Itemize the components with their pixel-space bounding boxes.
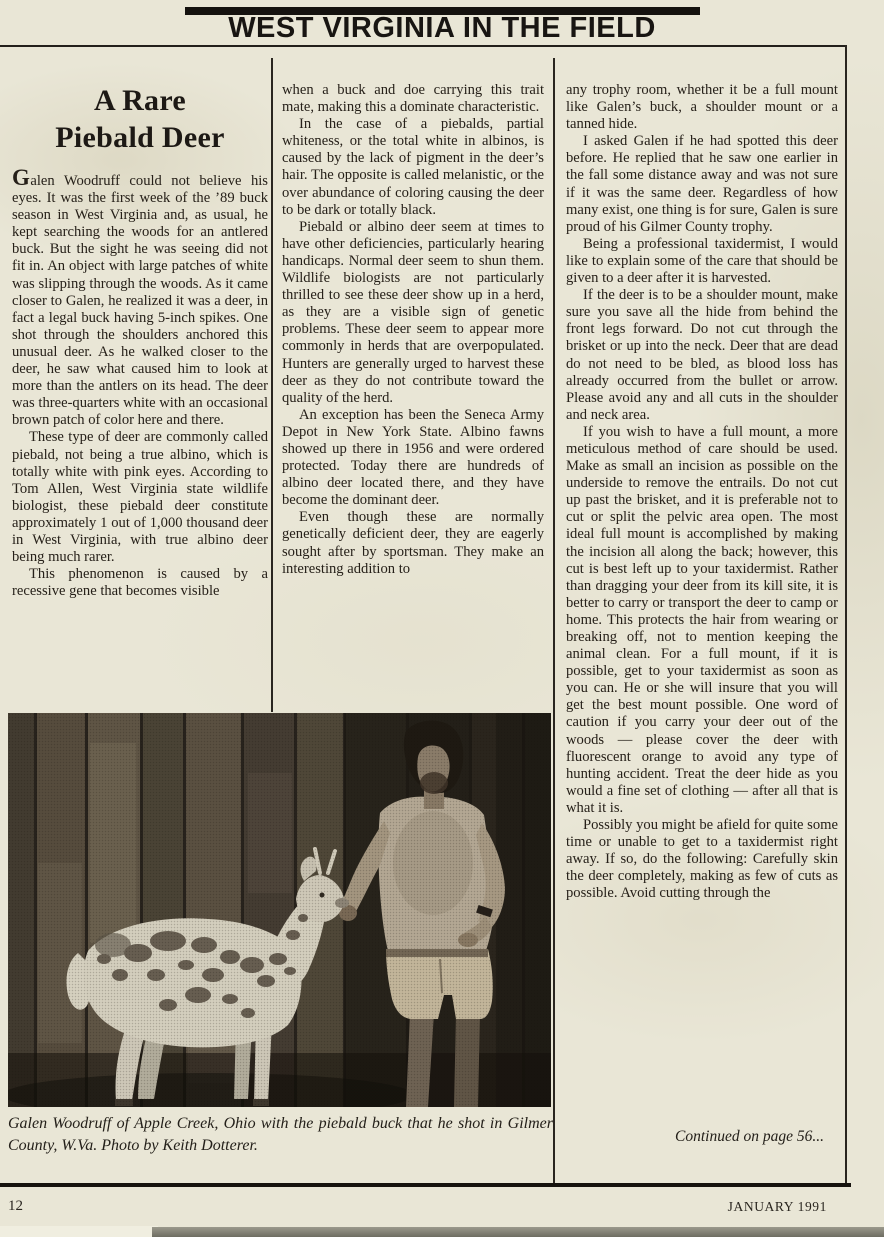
column-divider-1 (271, 58, 273, 712)
paragraph-text: alen Woodruff could not believe his eyes. It was the first week of the ’89 buck season in West Virginia and, as usual, he kept searching the woods for an antlered buck. But the sight he was seeing did not fit in. An object with large patches of white was slipping through the woods. As it came closer to Galen, he realized it was a deer, in fact a legal buck having 5-inch spikes. One shot through the shoulders anchored this unusual deer. As he walked closer to the deer, he saw what caused him to look at more than the antlers on its head. The deer was three-quarters white with an occasional brown patch of color here and there. (12, 173, 268, 429)
paragraph: I asked Galen if he had spotted this deer before. He replied that he saw one earlier in the fall some distance away and was not sure if it was the same deer. Regardless of how many exist, one thing is for sure, Galen is sure proud of his Gilmer County trophy. (566, 133, 838, 235)
scan-edge-dark (152, 1227, 884, 1237)
article-title-line2: Piebald Deer (55, 121, 225, 154)
paragraph: Possibly you might be afield for quite some time or unable to get to a taxidermist right away. If so, do the following: Carefully skin the deer completely, making as few of cuts as possible. Avoid cutting through the (566, 817, 838, 902)
drop-cap: G (12, 165, 31, 190)
paragraph: If the deer is to be a shoulder mount, make sure you save all the hide from behind the front legs forward. Do not cut through the brisket or up into the neck. Deer that are dead do not need to be bled, as blood loss has already occurred from the bullet or arrow. Please avoid any and all cuts in the shoulder and neck area. (566, 287, 838, 423)
paragraph: any trophy room, whether it be a full mount like Galen’s buck, a shoulder mount or a tanned hide. (566, 82, 838, 133)
paragraph: Being a professional taxidermist, I would like to explain some of the care that should be given to a deer after it is harvested. (566, 235, 838, 287)
photo-caption: Galen Woodruff of Apple Creek, Ohio with the piebald buck that he shot in Gilmer County, W.Va. Photo by Keith Dotterer. (8, 1115, 553, 1154)
article-column-1 (12, 80, 268, 712)
paragraph: when a buck and doe carrying this trait mate, making this a dominate characteristic. (282, 82, 544, 116)
article-column-3 (566, 82, 838, 903)
photo-illustration (8, 713, 551, 1107)
paragraph: Even though these are normally genetically deficient deer, they are eagerly sought after by sportsman. They make an interesting addition to (282, 509, 544, 577)
paragraph: These type of deer are commonly called piebald, not being a true albino, which is totally white with pink eyes. According to Tom Allen, West Virginia state wildlife biologist, these piebald deer constitute approximately 1 out of 1,000 thousand deer in West Virginia, with true albino deer being much rarer. (12, 429, 268, 566)
paragraph: Piebald or albino deer seem at times to have other deficiencies, particularly hearing handicaps. Normal deer seem to shun them. Wildlife biologists are not particularly thrilled to see these deer show up in a herd, as they are a visible sign of genetic problems. These deer seem to appear more commonly in herds that are overpopulated. Hunters are generally urged to harvest these deer as they do not contribute toward the quality of the herd. (282, 218, 544, 406)
continued-notice: Continued on page 56... (675, 1128, 824, 1145)
column-divider-2 (553, 58, 555, 1183)
page-number: 12 (8, 1198, 23, 1214)
article-photo (8, 713, 551, 1107)
masthead-title: WEST VIRGINIA IN THE FIELD (228, 12, 656, 44)
scan-edge-light (0, 1226, 158, 1237)
footer-rule (0, 1183, 851, 1187)
paragraph: If you wish to have a full mount, a more meticulous method of care should be used. Make as small an incision as possible on the underside to remove the entrails. Do not cut up past the brisket, and it is preferable not to cut or split the pelvic area open. The most ideal full mount is accomplished by making the incision all along the back; however, this cut is best left up to your taxidermist. Rather than dragging your deer from its kill site, it is better to carry or transport the deer to camp or home. This protects the hair from wearing or breaking off, not to mention keeping the animal clean. For a full mount, if it is possible, get to your taxidermist as soon as you can. He or she will insure that you will get the best mount possible. One word of caution if you carry your deer out of the woods — please cover the deer with fluorescent orange to avoid any type of hunting accident. Treat the deer hide as you would a fine set of clothing — after all that is what it is. (566, 423, 838, 816)
paragraph: An exception has been the Seneca Army Depot in New York State. Albino fawns showed up there in 1956 and were ordered protected. Today there are hundreds of albino deer located there, and they have become the dominant deer. (282, 406, 544, 509)
page-right-rule (845, 45, 847, 1185)
header-rule (0, 45, 847, 47)
paragraph (12, 165, 268, 429)
paragraph: This phenomenon is caused by a recessive gene that becomes visible (12, 566, 268, 600)
article-column-2 (282, 82, 544, 712)
paragraph: In the case of a piebalds, partial whiteness, or the total white in albinos, is caused by the lack of pigment in the deer’s hair. The opposite is called melanistic, or the over abundance of coloring causing the deer to be dark or totally black. (282, 116, 544, 218)
issue-date: JANUARY 1991 (727, 1199, 827, 1214)
article-title-line1: A Rare (93, 84, 187, 117)
article-title (12, 82, 268, 156)
